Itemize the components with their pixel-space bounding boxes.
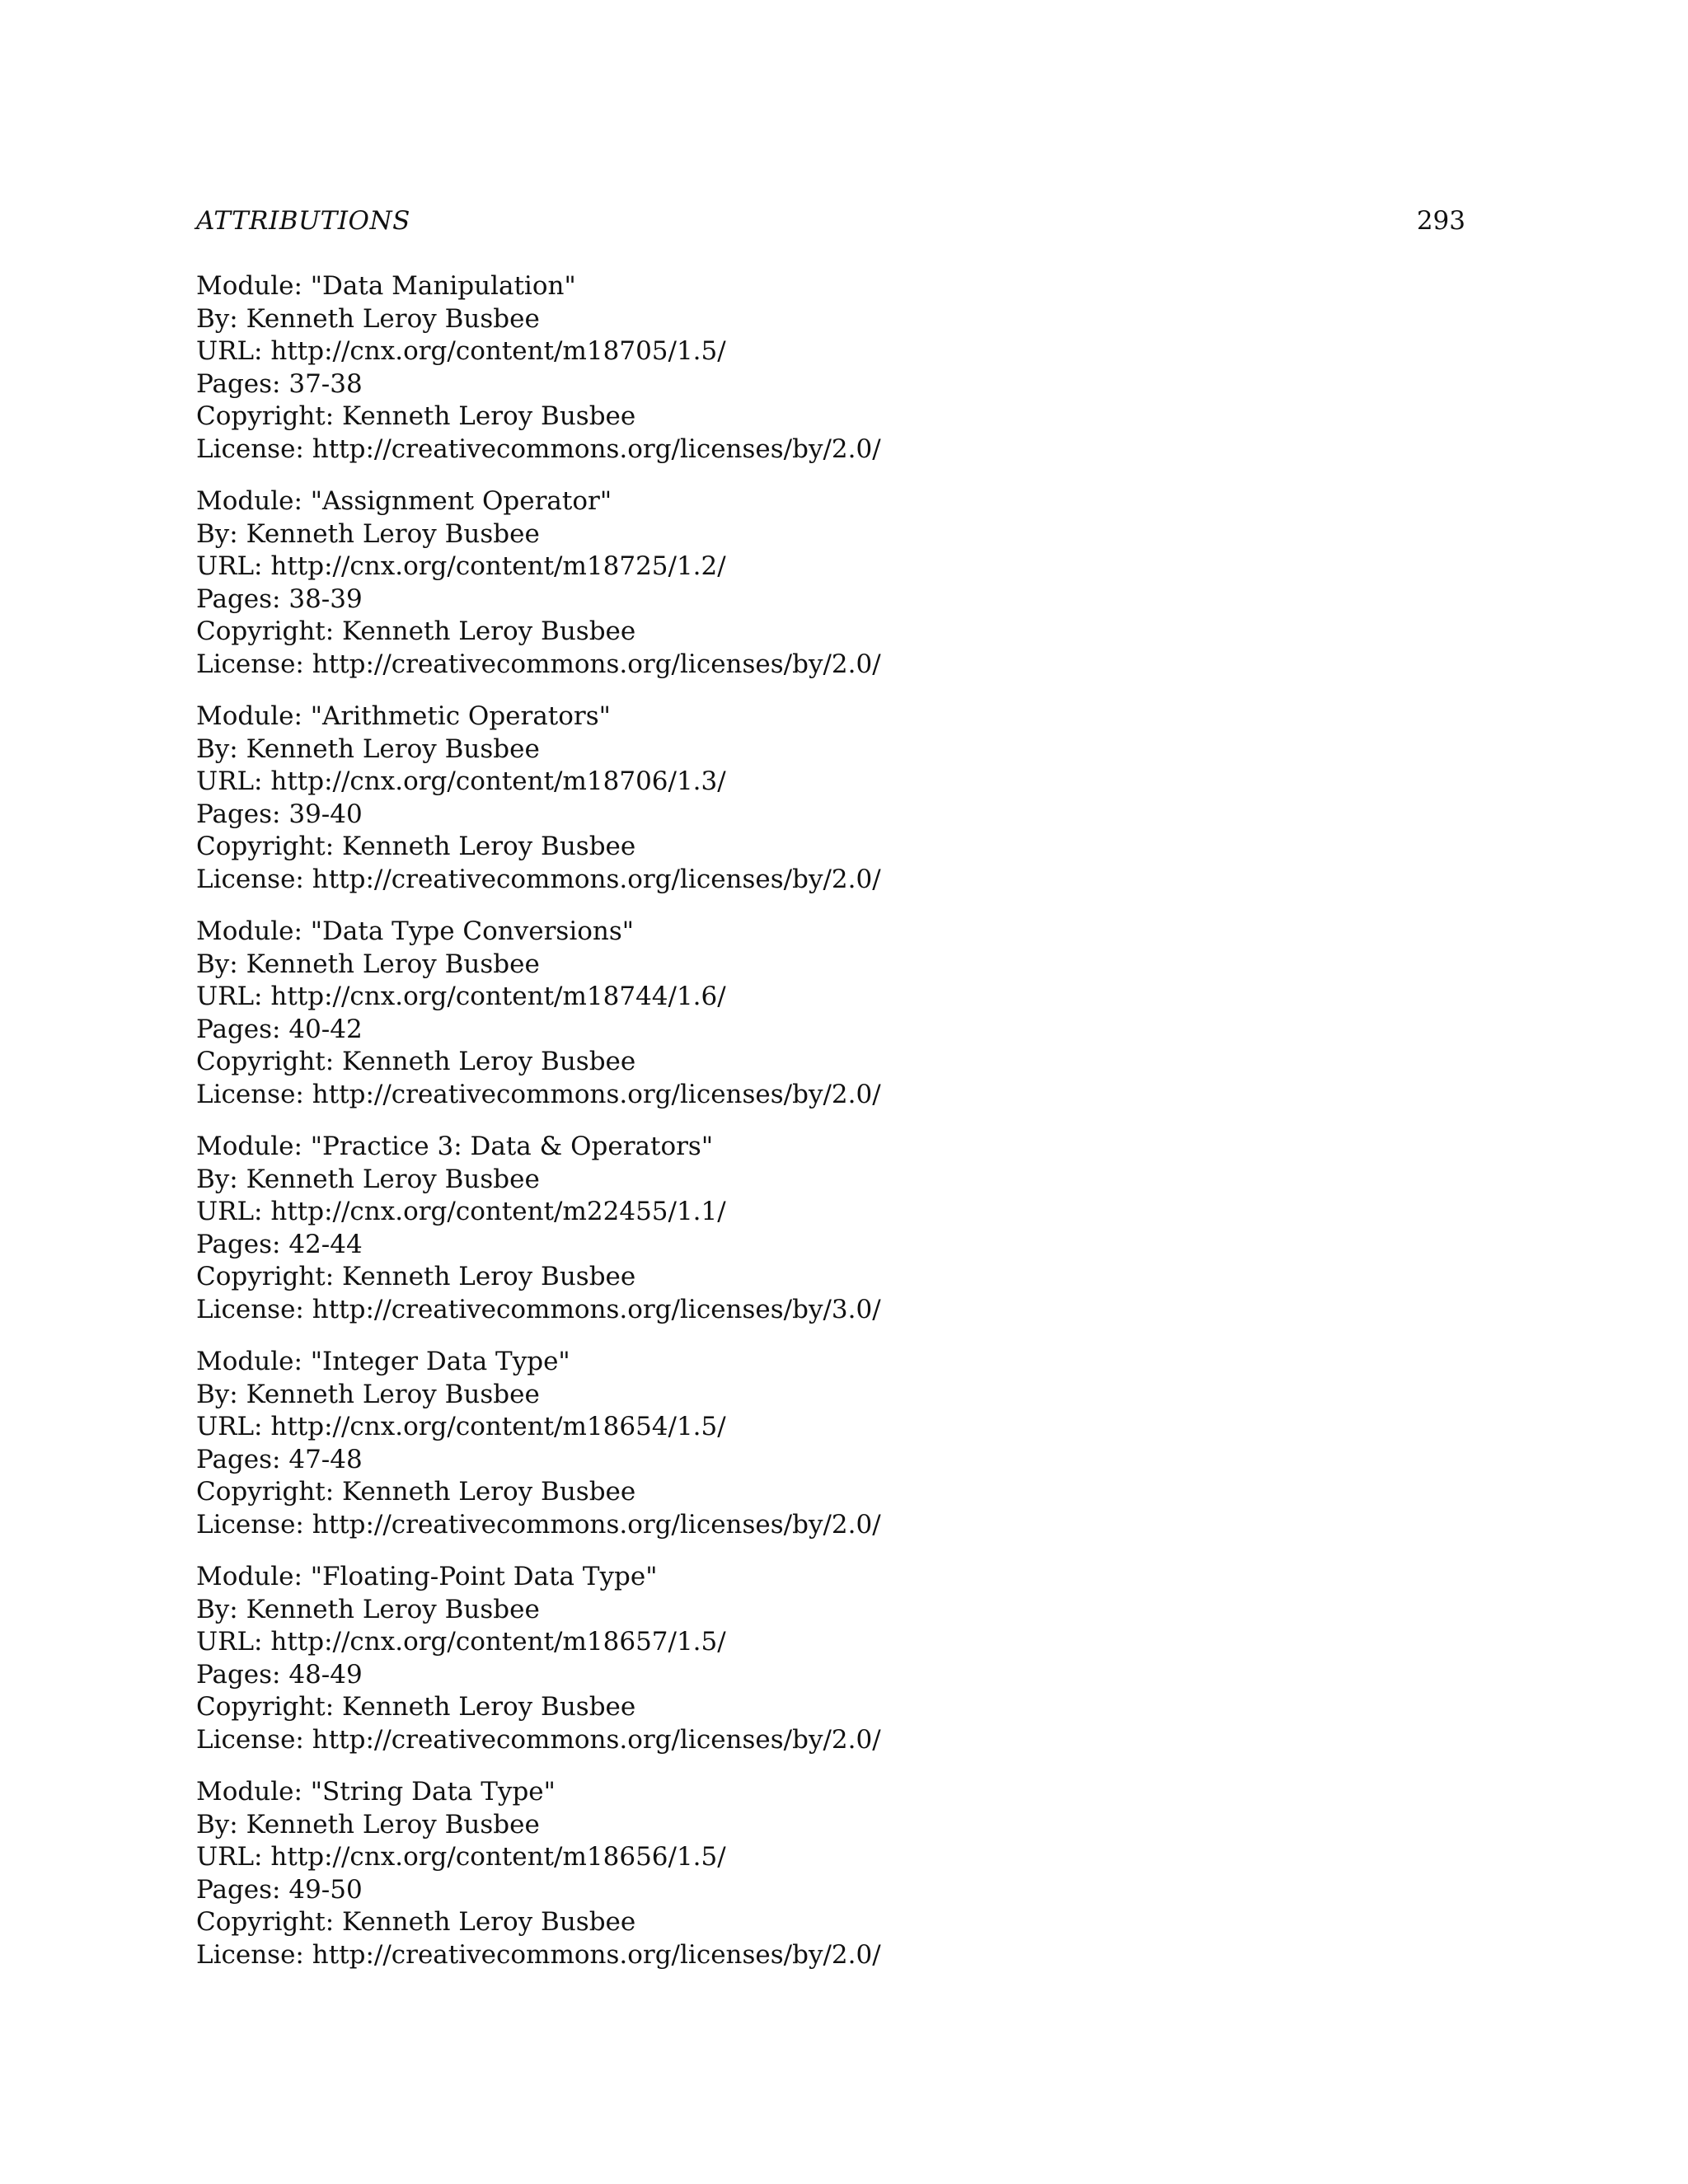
module-line: Module: "Floating-Point Data Type"	[196, 1562, 658, 1591]
attribution-entry	[196, 701, 1465, 916]
author-line: By: Kenneth Leroy Busbee	[196, 1594, 540, 1624]
license-line: License: http://creativecommons.org/licenses/by/2.0/	[196, 649, 881, 679]
author-line: By: Kenneth Leroy Busbee	[196, 949, 540, 979]
pages-line: Pages: 48-49	[196, 1659, 363, 1690]
license-line: License: http://creativecommons.org/licenses/by/2.0/	[196, 1509, 881, 1540]
pages-line: Pages: 38-39	[196, 583, 363, 614]
url-line: URL: http://cnx.org/content/m18656/1.5/	[196, 1842, 726, 1872]
license-line: License: http://creativecommons.org/licenses/by/3.0/	[196, 1294, 881, 1324]
copyright-line: Copyright: Kenneth Leroy Busbee	[196, 1477, 636, 1507]
url-line: URL: http://cnx.org/content/m18706/1.3/	[196, 766, 726, 797]
attribution-list	[196, 270, 1465, 1991]
author-line: By: Kenneth Leroy Busbee	[196, 1379, 540, 1409]
url-line: URL: http://cnx.org/content/m18705/1.5/	[196, 336, 726, 367]
url-line: URL: http://cnx.org/content/m18744/1.6/	[196, 982, 726, 1012]
module-line: Module: "String Data Type"	[196, 1777, 556, 1807]
author-line: By: Kenneth Leroy Busbee	[196, 1809, 540, 1840]
pages-line: Pages: 39-40	[196, 799, 363, 829]
license-line: License: http://creativecommons.org/licenses/by/2.0/	[196, 1939, 881, 1970]
copyright-line: Copyright: Kenneth Leroy Busbee	[196, 401, 636, 432]
license-line: License: http://creativecommons.org/licenses/by/2.0/	[196, 864, 881, 894]
pages-line: Pages: 37-38	[196, 368, 363, 399]
page-number: 293	[1416, 206, 1465, 236]
attribution-entry	[196, 270, 1465, 485]
attribution-entry	[196, 1561, 1465, 1776]
copyright-line: Copyright: Kenneth Leroy Busbee	[196, 616, 636, 647]
copyright-line: Copyright: Kenneth Leroy Busbee	[196, 1907, 636, 1938]
author-line: By: Kenneth Leroy Busbee	[196, 518, 540, 549]
pages-line: Pages: 40-42	[196, 1014, 363, 1044]
pages-line: Pages: 47-48	[196, 1444, 363, 1474]
module-line: Module: "Practice 3: Data & Operators"	[196, 1132, 714, 1161]
license-line: License: http://creativecommons.org/licenses/by/2.0/	[196, 434, 881, 464]
url-line: URL: http://cnx.org/content/m18725/1.2/	[196, 551, 726, 582]
attribution-entry	[196, 1131, 1465, 1346]
url-line: URL: http://cnx.org/content/m22455/1.1/	[196, 1197, 726, 1227]
copyright-line: Copyright: Kenneth Leroy Busbee	[196, 1692, 636, 1722]
module-line: Module: "Arithmetic Operators"	[196, 701, 611, 731]
license-line: License: http://creativecommons.org/licenses/by/2.0/	[196, 1079, 881, 1109]
module-line: Module: "Data Type Conversions"	[196, 916, 635, 946]
pages-line: Pages: 49-50	[196, 1874, 363, 1905]
author-line: By: Kenneth Leroy Busbee	[196, 733, 540, 764]
url-line: URL: http://cnx.org/content/m18657/1.5/	[196, 1627, 726, 1657]
module-line: Module: "Integer Data Type"	[196, 1347, 570, 1376]
module-line: Module: "Data Manipulation"	[196, 271, 576, 301]
attribution-entry	[196, 1346, 1465, 1561]
license-line: License: http://creativecommons.org/licenses/by/2.0/	[196, 1724, 881, 1755]
author-line: By: Kenneth Leroy Busbee	[196, 303, 540, 334]
url-line: URL: http://cnx.org/content/m18654/1.5/	[196, 1412, 726, 1442]
copyright-line: Copyright: Kenneth Leroy Busbee	[196, 1047, 636, 1077]
running-header	[196, 203, 1465, 239]
section-title: ATTRIBUTIONS	[196, 206, 410, 236]
copyright-line: Copyright: Kenneth Leroy Busbee	[196, 1262, 636, 1292]
copyright-line: Copyright: Kenneth Leroy Busbee	[196, 832, 636, 862]
attribution-entry	[196, 916, 1465, 1131]
module-line: Module: "Assignment Operator"	[196, 486, 612, 516]
attribution-entry	[196, 485, 1465, 701]
attribution-entry	[196, 1776, 1465, 1991]
pages-line: Pages: 42-44	[196, 1229, 363, 1259]
author-line: By: Kenneth Leroy Busbee	[196, 1164, 540, 1194]
